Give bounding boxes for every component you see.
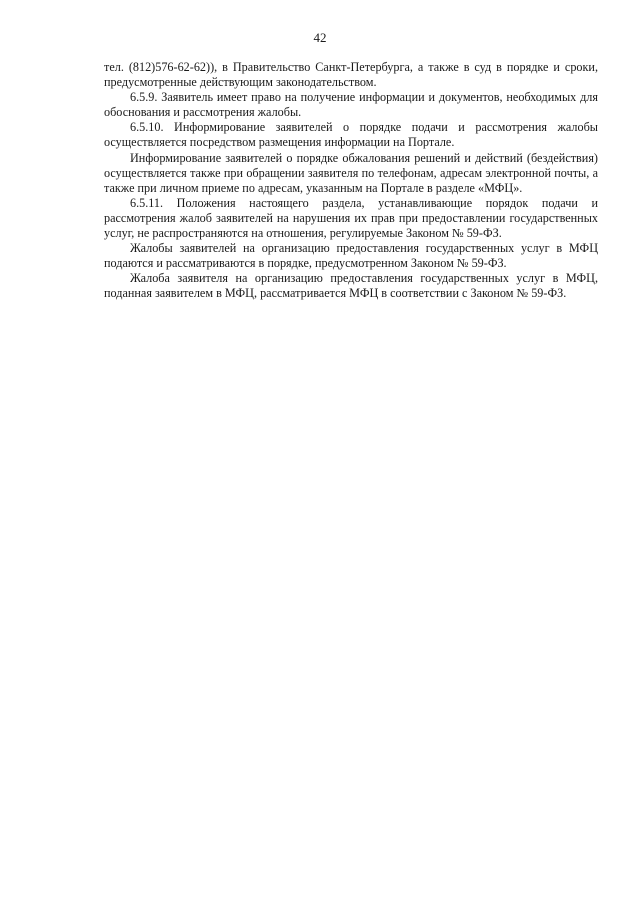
paragraph-complaint-review: Жалоба заявителя на организацию предоставления государственных услуг в МФЦ, поданная заявителем в МФЦ, рассматривается МФЦ в соответствии с Законом № 59-ФЗ. (104, 271, 598, 301)
paragraph-informing: Информирование заявителей о порядке обжалования решений и действий (бездействия) осуществляется также при обращении заявителя по телефонам, адресам электронной почты, а также при личном приеме по адресам, указанным на Портале в разделе «МФЦ». (104, 150, 598, 195)
paragraph-continuation: тел. (812)576-62-62)), в Правительство Санкт-Петербурга, а также в суд в порядке и сроки, предусмотренные действующим законодательством. (104, 60, 598, 90)
paragraph-complaints-mfc: Жалобы заявителей на организацию предоставления государственных услуг в МФЦ подаются и рассматриваются в порядке, предусмотренном Законом № 59-ФЗ. (104, 241, 598, 271)
paragraph-6-5-9: 6.5.9. Заявитель имеет право на получение информации и документов, необходимых для обоснования и рассмотрения жалобы. (104, 90, 598, 120)
paragraph-6-5-10: 6.5.10. Информирование заявителей о порядке подачи и рассмотрения жалобы осуществляется посредством размещения информации на Портале. (104, 120, 598, 150)
page-number: 42 (313, 30, 327, 45)
document-body (104, 60, 598, 302)
paragraph-6-5-11: 6.5.11. Положения настоящего раздела, устанавливающие порядок подачи и рассмотрения жалоб заявителей на нарушения их прав при предоставлении государственных услуг, не распространяются на отношения, регулируемые Законом № 59-ФЗ. (104, 195, 598, 241)
